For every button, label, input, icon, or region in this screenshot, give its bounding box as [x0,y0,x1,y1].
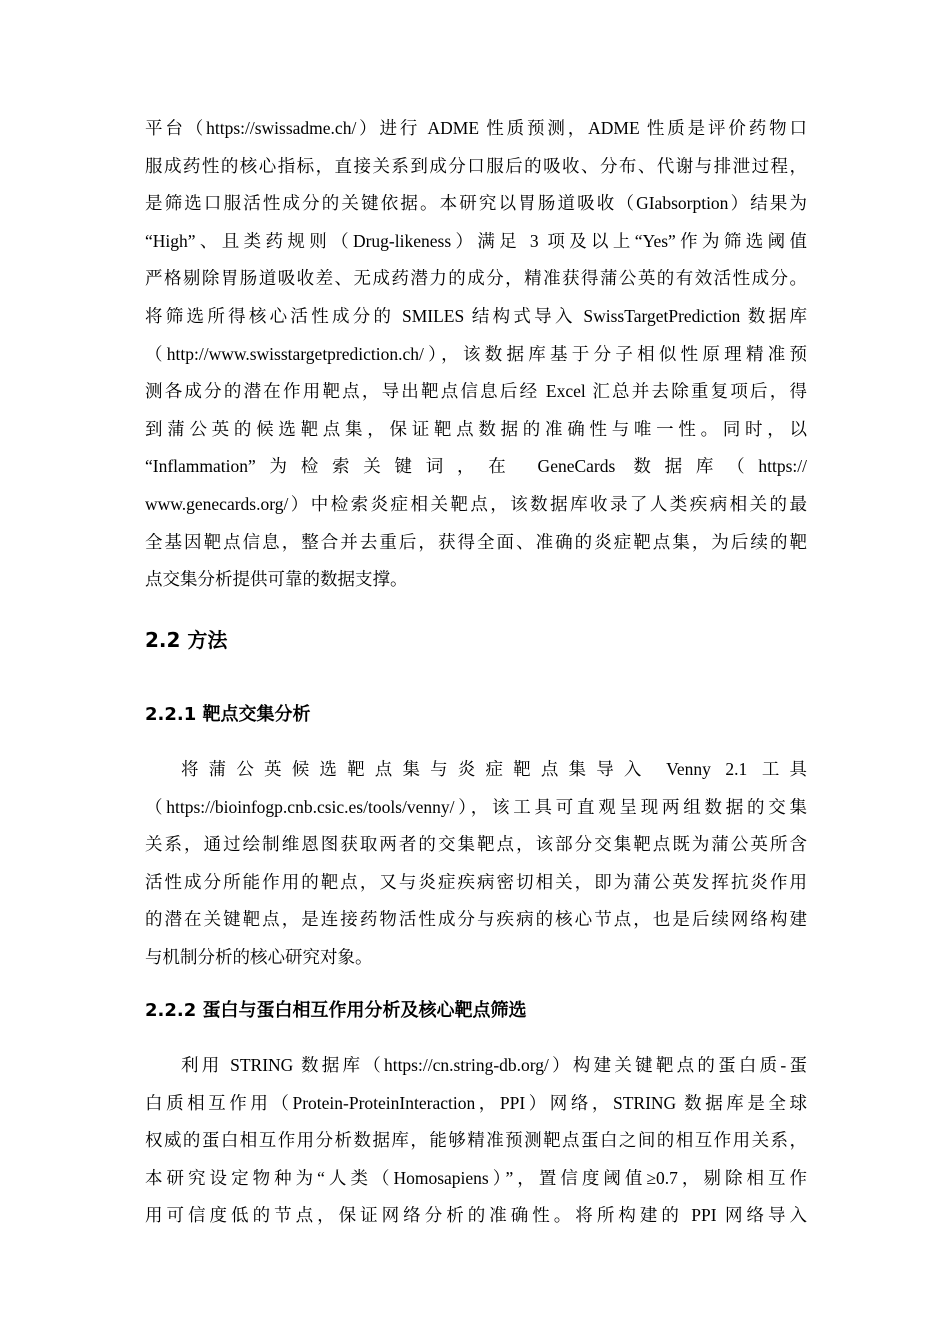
text-line: （https://bioinfogp.cnb.csic.es/tools/venny/），该工具可直观呈现两组数据的交集 [145,796,807,817]
text-line: 与机制分析的核心研究对象。 [145,946,373,967]
text-line: 严格剔除胃肠道吸收差、无成药潜力的成分，精准获得蒲公英的有效活性成分。 [145,268,807,289]
subsection-heading-target-intersection: 2.2.1 靶点交集分析 [145,704,311,725]
text-line: 将蒲公英候选靶点集与炎症靶点集导入 Venny 2.1 工具 [181,759,807,779]
text-line: 服成药性的核心指标，直接关系到成分口服后的吸收、分布、代谢与排泄过程， [145,155,807,176]
text-line: （http://www.swisstargetprediction.ch/），该数据库基于分子相似性原理精准预 [145,343,807,364]
text-line: 全基因靶点信息，整合并去重后，获得全面、准确的炎症靶点集，为后续的靶 [145,531,807,552]
text-line: 测各成分的潜在作用靶点，导出靶点信息后经 Excel 汇总并去除重复项后，得 [145,381,807,402]
text-line: 的潜在关键靶点，是连接药物活性成分与疾病的核心节点，也是后续网络构建 [145,909,807,930]
paragraph-target-intersection [145,751,807,977]
paragraph-data-sources [145,110,807,599]
text-line: 白质相互作用（Protein-ProteinInteraction，PPI）网络，STRING 数据库是全球 [145,1092,807,1113]
text-line: 是筛选口服活性成分的关键依据。本研究以胃肠道吸收（GIabsorption）结果为 [145,193,807,214]
text-line: “Inflammation”为检索关键词，在 GeneCards 数据库（https:// [145,456,807,477]
text-line: 将筛选所得核心活性成分的 SMILES 结构式导入 SwissTargetPrediction 数据库 [145,305,807,326]
text-line: 平台（https://swissadme.ch/）进行 ADME 性质预测，ADME 性质是评价药物口 [145,118,807,138]
subsection-heading-ppi-analysis: 2.2.2 蛋白与蛋白相互作用分析及核心靶点筛选 [145,1000,527,1021]
text-line: 本研究设定物种为“人类（Homosapiens）”，置信度阈值≥0.7，剔除相互作 [145,1167,807,1188]
paragraph-ppi-analysis [145,1047,807,1235]
section-heading-methods: 2.2 方法 [145,628,228,652]
text-line: 活性成分所能作用的靶点，又与炎症疾病密切相关，即为蒲公英发挥抗炎作用 [145,871,807,892]
text-line: 关系，通过绘制维恩图获取两者的交集靶点，该部分交集靶点既为蒲公英所含 [145,834,807,855]
text-line: 用可信度低的节点，保证网络分析的准确性。将所构建的 PPI 网络导入 [145,1205,807,1226]
text-line: “High”、且类药规则（Drug-likeness）满足 3 项及以上“Yes”作为筛选阈值 [145,230,807,251]
text-line: 到蒲公英的候选靶点集，保证靶点数据的准确性与唯一性。同时，以 [145,418,807,439]
text-line: 权威的蛋白相互作用分析数据库，能够精准预测靶点蛋白之间的相互作用关系， [145,1130,807,1151]
text-line: www.genecards.org/）中检索炎症相关靶点，该数据库收录了人类疾病相关的最 [145,493,807,514]
text-line: 利用 STRING 数据库（https://cn.string-db.org/）构建关键靶点的蛋白质-蛋 [181,1055,807,1075]
text-line: 点交集分析提供可靠的数据支撑。 [145,569,408,590]
